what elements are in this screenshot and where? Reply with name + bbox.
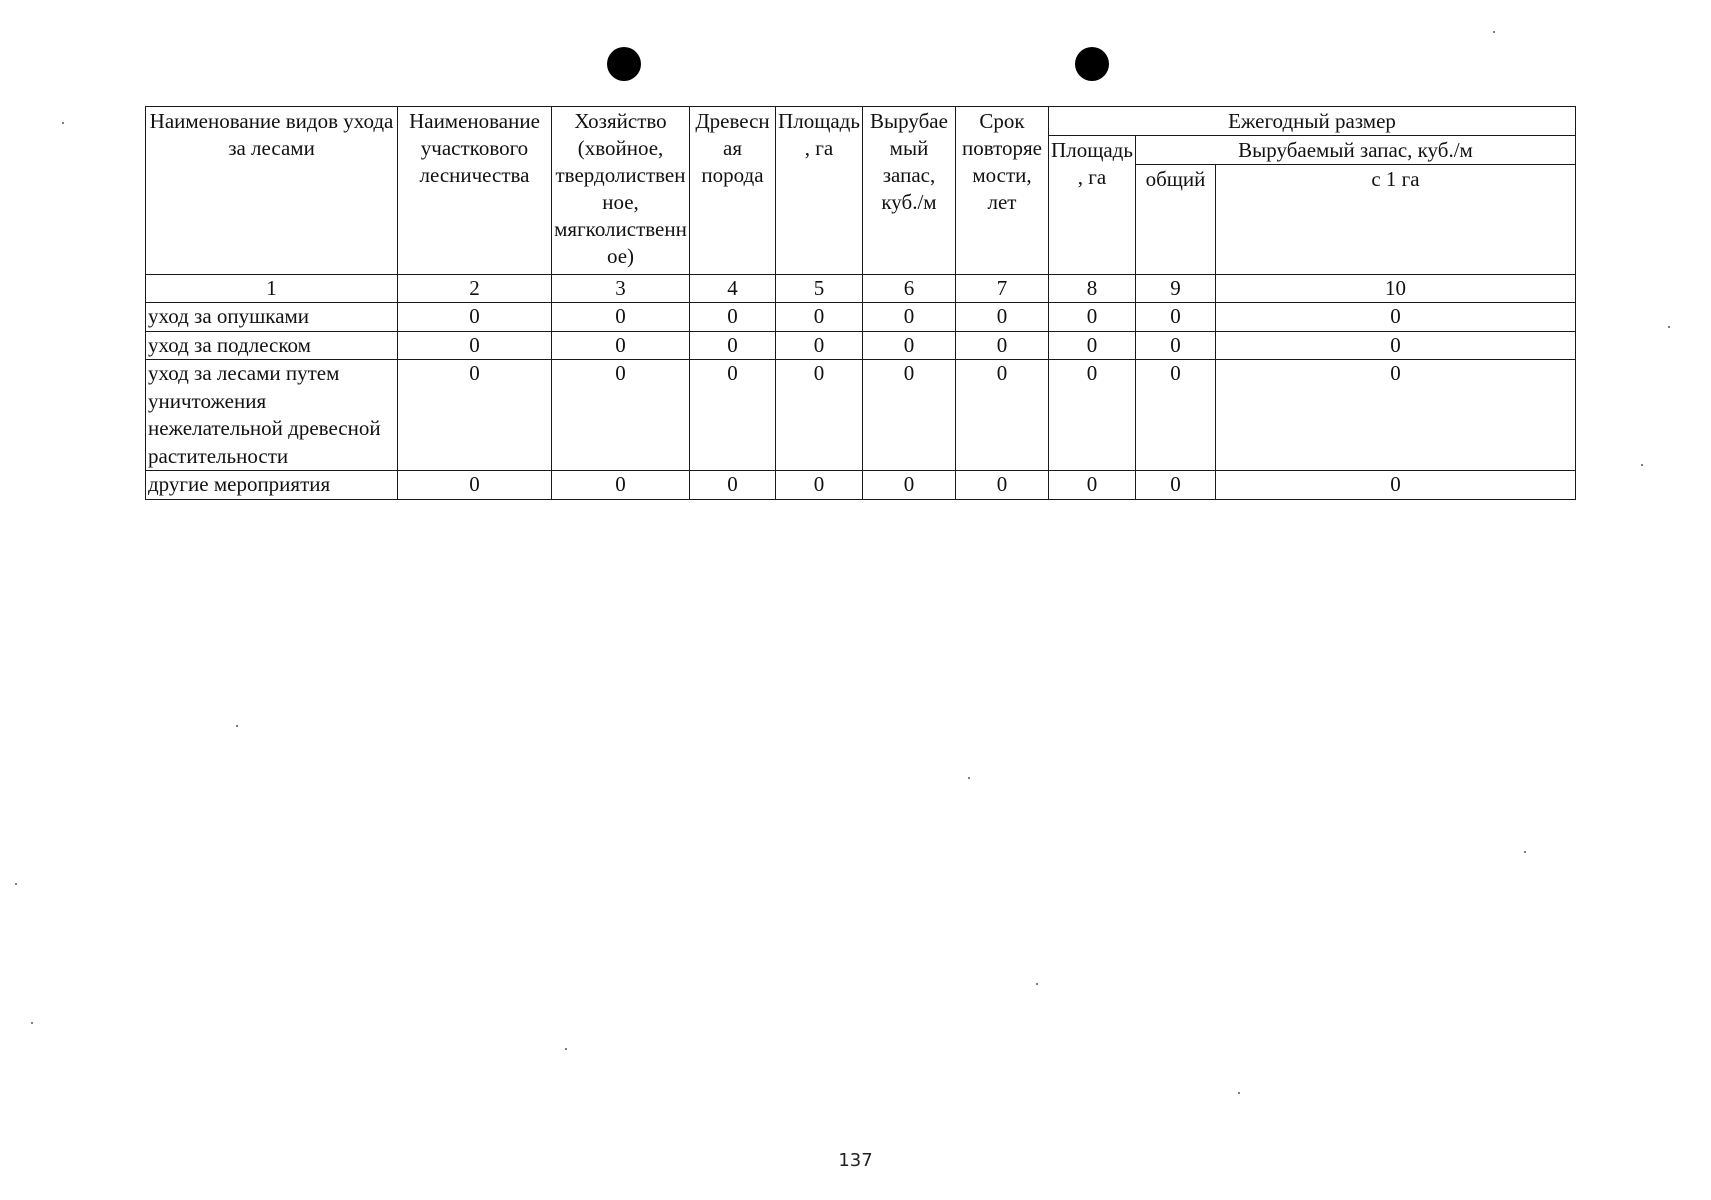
header-volume-total: общий (1136, 165, 1216, 275)
row-care-type: уход за лесами путем уничтожения нежелательной древесной растительности (146, 360, 398, 471)
table-cell: 0 (863, 303, 956, 332)
table-cell: 0 (398, 360, 552, 471)
header-forestry-district: Наименование участкового лесничества (398, 107, 552, 275)
scan-speck (565, 1048, 567, 1050)
punch-hole (607, 47, 641, 81)
table-cell: 0 (1049, 471, 1136, 500)
table-cell: 0 (776, 471, 863, 500)
header-repeat-period: Срок повторяемости, лет (956, 107, 1049, 275)
table-cell: 0 (1216, 360, 1576, 471)
scan-speck (968, 777, 970, 779)
table-cell: 0 (552, 331, 690, 360)
table-row (146, 360, 1576, 471)
scan-speck (1641, 464, 1643, 466)
column-number: 8 (1049, 275, 1136, 303)
column-number-row (146, 275, 1576, 303)
page-number: 137 (838, 1150, 873, 1171)
column-number: 7 (956, 275, 1049, 303)
scan-speck (15, 883, 17, 885)
scan-speck (1238, 1092, 1240, 1094)
forest-care-table (145, 106, 1576, 500)
column-number: 1 (146, 275, 398, 303)
table-cell: 0 (1136, 360, 1216, 471)
table-cell: 0 (1049, 303, 1136, 332)
table-cell: 0 (552, 303, 690, 332)
column-number: 6 (863, 275, 956, 303)
table-cell: 0 (1216, 471, 1576, 500)
table-row (146, 303, 1576, 332)
table-cell: 0 (1049, 331, 1136, 360)
scan-speck (31, 1022, 33, 1024)
table-cell: 0 (398, 331, 552, 360)
column-number: 10 (1216, 275, 1576, 303)
scan-speck (1493, 31, 1495, 33)
table-cell: 0 (863, 331, 956, 360)
column-number: 4 (690, 275, 776, 303)
table-cell: 0 (956, 303, 1049, 332)
table-row (146, 331, 1576, 360)
header-annual-size: Ежегодный размер (1049, 107, 1576, 136)
scan-speck (1668, 326, 1670, 328)
table-cell: 0 (398, 471, 552, 500)
table-cell: 0 (690, 471, 776, 500)
table-cell: 0 (863, 471, 956, 500)
column-number: 5 (776, 275, 863, 303)
table-cell: 0 (552, 471, 690, 500)
column-number: 2 (398, 275, 552, 303)
header-annual-volume: Вырубаемый запас, куб./м (1136, 136, 1576, 165)
table-cell: 0 (1216, 331, 1576, 360)
table-cell: 0 (776, 303, 863, 332)
table-cell: 0 (956, 331, 1049, 360)
header-care-type: Наименование видов ухода за лесами (146, 107, 398, 275)
table-row (146, 471, 1576, 500)
header-area: Площадь, га (776, 107, 863, 275)
scan-speck (62, 122, 64, 124)
table-cell: 0 (863, 360, 956, 471)
row-care-type: уход за опушками (146, 303, 398, 332)
row-care-type: уход за подлеском (146, 331, 398, 360)
table-cell: 0 (1049, 360, 1136, 471)
header-tree-species: Древесная порода (690, 107, 776, 275)
table-cell: 0 (956, 360, 1049, 471)
table-cell: 0 (552, 360, 690, 471)
header-economy-type: Хозяйство (хвойное, твердолиственное, мягколиственное) (552, 107, 690, 275)
scan-speck (1036, 983, 1038, 985)
table-cell: 0 (690, 303, 776, 332)
table-cell: 0 (690, 360, 776, 471)
table-cell: 0 (690, 331, 776, 360)
header-volume-per-ha: с 1 га (1216, 165, 1576, 275)
row-care-type: другие мероприятия (146, 471, 398, 500)
table-cell: 0 (398, 303, 552, 332)
scan-speck (1524, 851, 1526, 853)
table-cell: 0 (1216, 303, 1576, 332)
table-cell: 0 (1136, 471, 1216, 500)
column-number: 9 (1136, 275, 1216, 303)
table-cell: 0 (776, 331, 863, 360)
table-cell: 0 (956, 471, 1049, 500)
punch-hole (1075, 47, 1109, 81)
table-cell: 0 (1136, 303, 1216, 332)
table-cell: 0 (776, 360, 863, 471)
header-annual-area: Площадь, га (1049, 136, 1136, 275)
scan-speck (236, 725, 238, 727)
column-number: 3 (552, 275, 690, 303)
header-felling-volume: Вырубаемый запас, куб./м (863, 107, 956, 275)
table-cell: 0 (1136, 331, 1216, 360)
